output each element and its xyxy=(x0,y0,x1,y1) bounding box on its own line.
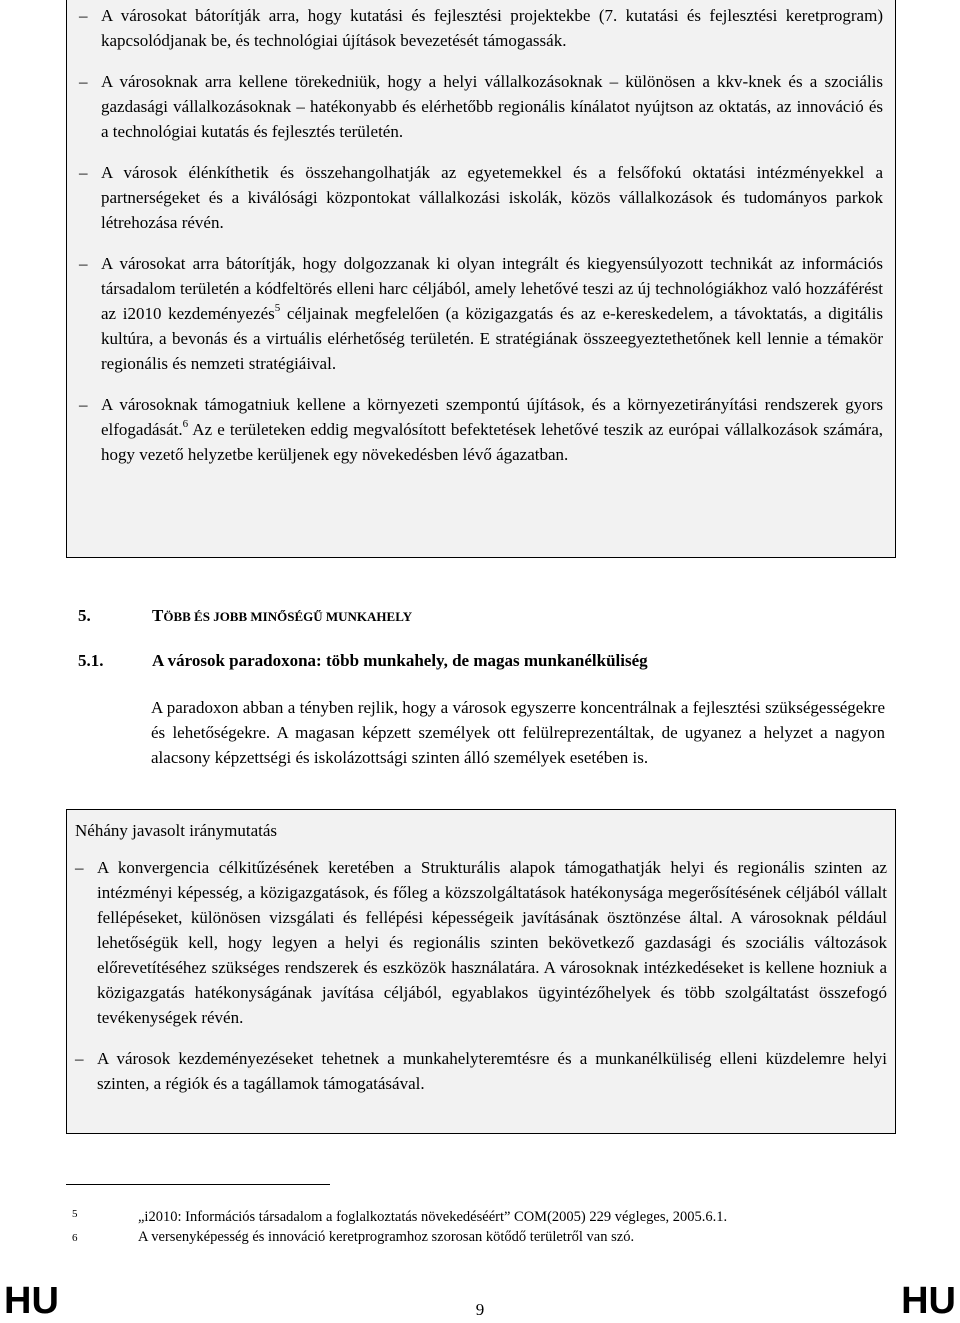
box-title: Néhány javasolt iránymutatás xyxy=(75,821,278,840)
bullet-item xyxy=(79,3,883,53)
footnote-separator xyxy=(66,1184,330,1185)
section-title: A városok paradoxona: több munkahely, de magas munkanélküliség xyxy=(152,651,648,670)
language-code-right: HU xyxy=(901,1280,956,1322)
section-title-initial: T xyxy=(152,606,164,625)
footnote-ref-6[interactable]: 6 xyxy=(182,418,189,431)
footnote-numbers xyxy=(72,1202,78,1250)
dash-bullet-icon: – xyxy=(79,254,88,273)
bullet-text: A városokat arra bátorítják, hogy dolgozzanak ki olyan integrált és kiegyensúlyozott technikát az információs társadalom területén a kódfeltörés elleni harc céljából, amely lehetővé teszi az új technológiákhoz való hozzáférést az i2010 kezdeményezés xyxy=(101,254,883,323)
bullet-item xyxy=(75,855,887,1030)
footnote-number-6: 6 xyxy=(72,1232,78,1244)
footnote-text-5: „i2010: Információs társadalom a foglalkoztatás növekedéséért” COM(2005) 229 végleges, 2005.6.1. xyxy=(138,1209,728,1225)
footnote-text-6: A versenyképesség és innováció keretprogramhoz szorosan kötődő területről van szó. xyxy=(138,1229,635,1245)
bullet-text: A konvergencia célkitűzésének keretében a Strukturális alapok támogathatják helyi és regionális szinten az intézményi képesség, a közigazgatások, és főleg a közszolgáltatások hatékonysága megerősítésének céljából vállalt fellépéseket, különösen vizsgálati és fellépési képességeik javításának ösztönzése által. A városoknak például lehetőségük kell, hogy legyen a helyi és regionális szinten bekövetkező gazdasági és szociális változások előrevetítéséhez szükséges rendszerek és eszközök használatára. A városoknak intézkedéseket is kellene hozniuk a közigazgatás hatékonyságának javítása céljából, egyablakos ügyintézőhelyek és több szolgáltatást összefogó tevékenységek révén. xyxy=(97,858,887,1027)
dash-bullet-icon: – xyxy=(79,72,88,91)
bullet-item xyxy=(75,1046,887,1096)
section-heading-5-1 xyxy=(78,649,648,673)
bullet-text-continued: céljainak megfelelően (a közigazgatás és az e-kereskedelem, a távoktatás, a digitális kultúra, a bevonás és a virtuális elérhetőség területén. E stratégiának összeegyeztethetőnek kell lennie a témakör regionális és nemzeti stratégiáival. xyxy=(101,304,883,373)
bullet-item xyxy=(79,69,883,144)
body-paragraph: A paradoxon abban a tényben rejlik, hogy a városok egyszerre koncentrálnak a fejlesztési szükségességekre és lehetőségekre. A magasan képzett személyek ott felülreprezentáltak, de ugyanez a helyzet a nagyon alacsony képzettségi és iskolázottsági szinten álló személyek esetében is. xyxy=(151,698,885,767)
guidelines-box-bottom xyxy=(66,809,896,1134)
bullet-text: A városoknak arra kellene törekedniük, hogy a helyi vállalkozásoknak – különösen a kkv-knek és a szociális gazdasági vállalkozásoknak – hatékonyabb és elérhetőbb regionális kínálatot nyújtson az oktatás, az innováció és a technológiai kutatás és fejlesztés területén. xyxy=(101,72,883,141)
section-number: 5.1. xyxy=(78,651,104,670)
language-code-left: HU xyxy=(4,1280,59,1322)
guidelines-box-top xyxy=(66,0,896,558)
section-title-smallcaps: ÖBB ÉS JOBB MINŐSÉGŰ MUNKAHELY xyxy=(163,609,413,624)
section-number: 5. xyxy=(78,606,91,625)
dash-bullet-icon: – xyxy=(79,6,88,25)
dash-bullet-icon: – xyxy=(75,1049,84,1068)
bullet-text: A városoknak támogatniuk kellene a környezeti szempontú újítások, és a környezetirányítási rendszerek gyors elfogadását. xyxy=(101,395,883,439)
bullet-text: A városokat bátorítják arra, hogy kutatási és fejlesztési projektekbe (7. kutatási és fejlesztési keretprogram) kapcsolódjanak be, és technológiai újítások bevezetését támogassák. xyxy=(101,6,883,50)
footnote-number-5: 5 xyxy=(72,1208,78,1220)
footnote-ref-5[interactable]: 5 xyxy=(274,302,281,315)
footnote-texts xyxy=(138,1207,727,1247)
dash-bullet-icon: – xyxy=(79,395,88,414)
bullet-item xyxy=(79,392,883,467)
page-number: 9 xyxy=(475,1300,485,1319)
bullet-item xyxy=(79,251,883,376)
bullet-text: A városok élénkíthetik és összehangolhatják az egyetemekkel és a felsőfokú oktatási intézményekkel a partnerségeket és a kiválósági központokat vállalkozási iskolák, közös vállalkozások és tudományos parkok létrehozása révén. xyxy=(101,163,883,232)
bullet-text-continued: Az e területeken eddig megvalósított befektetések lehetővé teszik az európai vállalkozások számára, hogy vezető helyzetbe kerüljenek egy növekedésben lévő ágazatban. xyxy=(101,420,883,464)
bullet-text: A városok kezdeményezéseket tehetnek a munkahelyteremtésre és a munkanélküliség elleni küzdelemre helyi szinten, a régiók és a tagállamok támogatásával. xyxy=(97,1049,887,1093)
section-heading-5 xyxy=(78,604,412,629)
dash-bullet-icon: – xyxy=(79,163,88,182)
bullet-item xyxy=(79,160,883,235)
dash-bullet-icon: – xyxy=(75,858,84,877)
